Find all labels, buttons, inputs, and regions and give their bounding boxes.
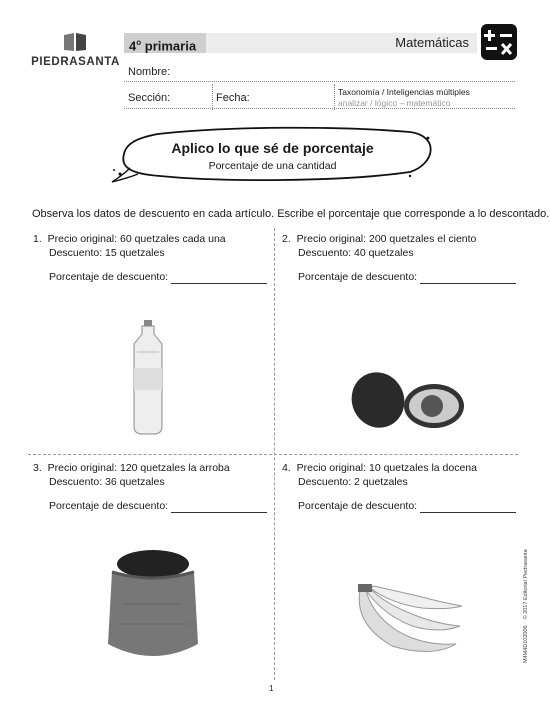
avocado-image xyxy=(350,366,466,432)
taxonomy-text: Taxonomía / Inteligencias múltiples xyxy=(338,87,470,97)
answer-label: Porcentaje de descuento: xyxy=(298,271,418,283)
discount: Descuento: 40 quetzales xyxy=(298,247,414,259)
copyright-note xyxy=(520,545,530,665)
answer-blank[interactable] xyxy=(171,272,267,284)
answer-label: Porcentaje de descuento: xyxy=(49,500,169,512)
section-date-field[interactable] xyxy=(124,108,515,109)
problem-item-2 xyxy=(282,232,516,284)
page-number: 1 xyxy=(269,684,274,693)
problem-number: 4. xyxy=(282,462,291,474)
discount: Descuento: 2 quetzales xyxy=(298,476,408,488)
publisher-name: PIEDRASANTA xyxy=(31,56,120,68)
publisher-logo-icon xyxy=(62,32,88,52)
form-divider xyxy=(212,84,213,110)
name-label: Nombre: xyxy=(128,66,171,78)
bean-sack-image xyxy=(102,544,204,666)
worksheet-title: Aplico lo que sé de porcentaje xyxy=(171,140,374,156)
answer-blank[interactable] xyxy=(420,272,516,284)
bananas-image xyxy=(352,584,464,656)
worksheet-subtitle: Porcentaje de una cantidad xyxy=(208,160,337,172)
discount: Descuento: 15 quetzales xyxy=(49,247,165,259)
problem-number: 2. xyxy=(282,233,291,245)
svg-text:M4M4D102006© 2017 Editorial Pi: M4M4D102006© 2017 Editorial Piedrasanta xyxy=(523,549,529,663)
problem-number: 3. xyxy=(33,462,42,474)
section-label: Sección: xyxy=(128,92,171,104)
answer-label: Porcentaje de descuento: xyxy=(298,500,418,512)
problem-item-4 xyxy=(282,461,516,513)
original-price: Precio original: 200 quetzales el ciento xyxy=(296,233,477,245)
original-price: Precio original: 60 quetzales cada una xyxy=(47,233,226,245)
answer-blank[interactable] xyxy=(171,501,267,513)
instructions: Observa los datos de descuento en cada artículo. Escribe el porcentaje que corresponde a lo descontado. xyxy=(32,208,550,220)
math-operations-icon xyxy=(481,24,517,60)
horizontal-divider xyxy=(28,454,518,455)
grade-label: 4$^o$ primaria xyxy=(124,33,206,53)
name-field[interactable] xyxy=(124,81,515,82)
answer-blank[interactable] xyxy=(420,501,516,513)
original-price: Precio original: 120 quetzales la arroba xyxy=(47,462,230,474)
problem-item-3 xyxy=(33,461,267,513)
taxonomy-detail: analizar / lógico – matemático xyxy=(338,98,451,108)
form-divider xyxy=(334,84,335,110)
answer-label: Porcentaje de descuento: xyxy=(49,271,169,283)
water-bottle-image xyxy=(127,318,169,436)
problem-item-1 xyxy=(33,232,267,284)
date-label: Fecha: xyxy=(216,92,250,104)
original-price: Precio original: 10 quetzales la docena xyxy=(296,462,477,474)
subject-title: Matemáticas xyxy=(206,33,477,53)
problem-number: 1. xyxy=(33,233,42,245)
discount: Descuento: 36 quetzales xyxy=(49,476,165,488)
